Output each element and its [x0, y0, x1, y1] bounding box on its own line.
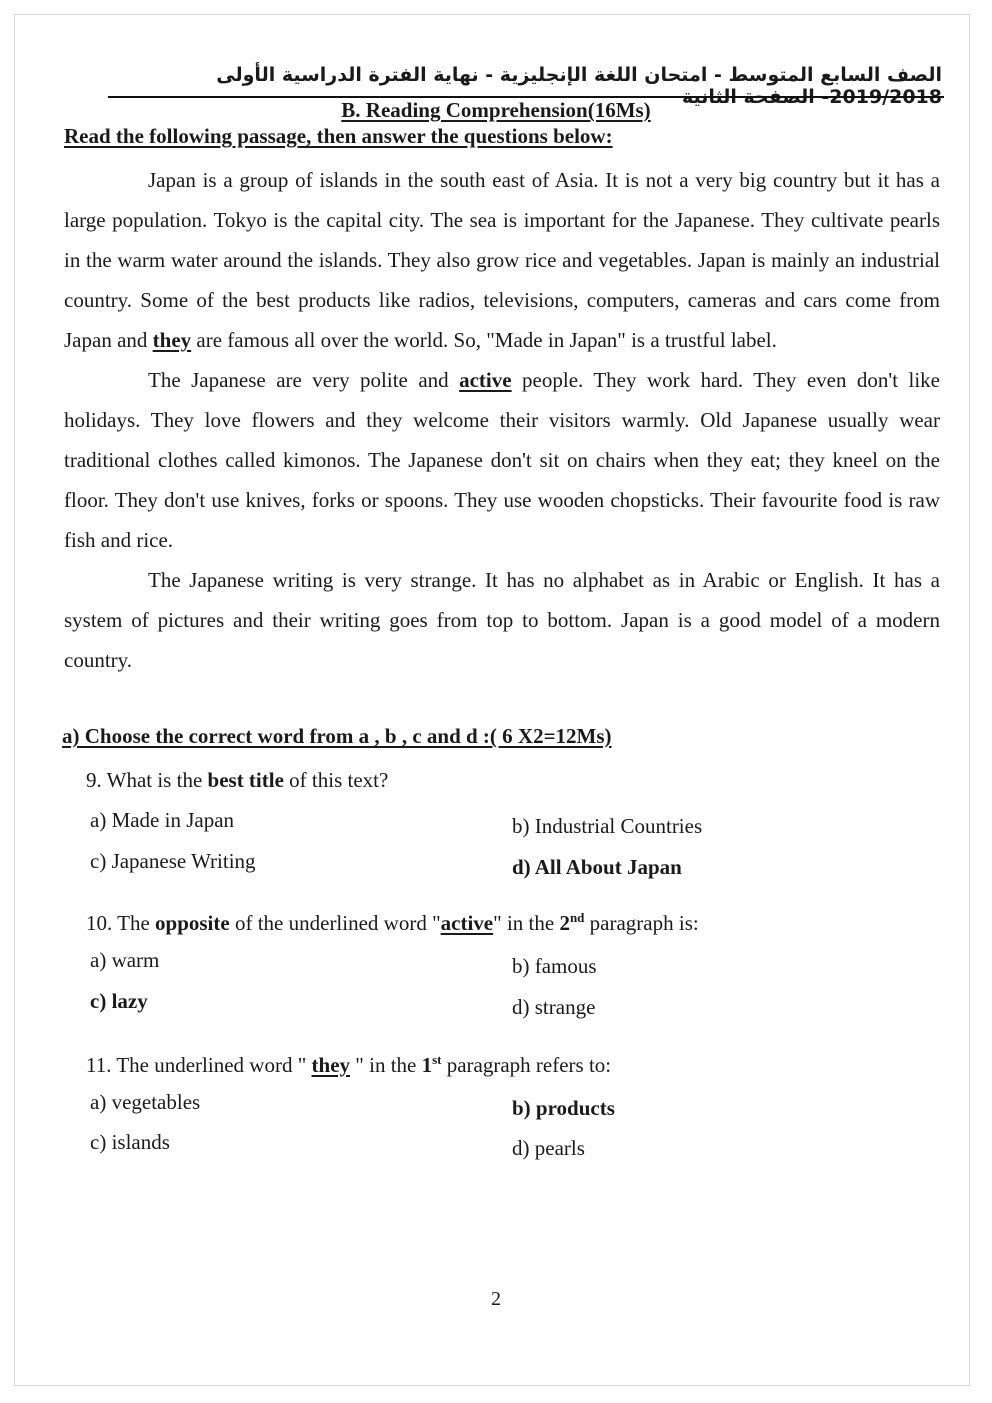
question-9-option-d[interactable]: d) All About Japan [512, 855, 682, 879]
question-11-ordinal: 1 [421, 1053, 433, 1077]
question-10-option-b[interactable]: b) famous [512, 954, 597, 978]
paragraph-1 [64, 160, 940, 360]
question-9-option-c[interactable]: c) Japanese Writing [90, 849, 256, 873]
paragraph-3-text: The Japanese writing is very strange. It has no alphabet as in Arabic or English. It has a system of pictures and their writing goes from top to bottom. Japan is a good model of a modern country. [64, 568, 940, 672]
question-10-ordinal: 2 [559, 911, 570, 935]
passage-instruction: Read the following passage, then answer the questions below: [64, 124, 613, 148]
question-11-option-a[interactable]: a) vegetables [90, 1090, 201, 1114]
paragraph-3 [64, 560, 940, 680]
question-10-option-a[interactable]: a) warm [90, 948, 160, 972]
question-11-mid: " in the [350, 1053, 422, 1077]
question-10-pre: 10. The [86, 911, 156, 935]
question-10-ordinal-suffix: nd [569, 910, 585, 925]
question-11-word: they [311, 1053, 351, 1077]
question-10-word: active [440, 911, 494, 935]
exam-header: الصف السابع المتوسط - امتحان اللغة الإنجليزية - نهاية الفترة الدراسية الأولى 2019/2018- الصفحة الثانية [216, 64, 942, 108]
question-9-bold: best title [207, 768, 284, 792]
underlined-word-active: active [459, 368, 512, 392]
question-10-option-d[interactable]: d) strange [512, 995, 596, 1019]
paragraph-1-text-a: Japan is a group of islands in the south east of Asia. It is not a very big country but it has a large population. Tokyo is the capital city. The sea is important for the Japanese. They cultivate pearls in the warm water around the islands. They also grow rice and vegetables. Japan is mainly an industrial country. Some of the best products like radios, televisions, computers, cameras and cars come from Japan and [64, 168, 940, 352]
question-11-pre: 11. The underlined word " [86, 1053, 312, 1077]
question-10-post: paragraph is: [584, 911, 699, 935]
paragraph-2-text-a: The Japanese are very polite and [148, 368, 460, 392]
part-a-title: a) Choose the correct word from a , b , c and d :( 6 X2=12Ms) [62, 724, 612, 748]
underlined-word-they: they [152, 328, 192, 352]
question-9-option-a[interactable]: a) Made in Japan [90, 808, 235, 832]
question-10 [86, 910, 699, 936]
question-9-post: of this text? [283, 768, 389, 792]
question-11-post: paragraph refers to: [441, 1053, 612, 1077]
section-title [0, 98, 992, 123]
question-11-ordinal-suffix: st [432, 1052, 442, 1067]
paragraph-1-text-b: are famous all over the world. So, "Made in Japan" is a trustful label. [191, 328, 777, 352]
paragraph-2 [64, 360, 940, 560]
question-11 [86, 1052, 611, 1078]
question-9 [86, 768, 388, 793]
question-10-option-c[interactable]: c) lazy [90, 989, 148, 1013]
question-11-option-c[interactable]: c) islands [90, 1130, 170, 1154]
question-10-mid: of the underlined word " [229, 911, 441, 935]
page-number: 2 [491, 1288, 501, 1310]
question-10-mid2: " in the [493, 911, 560, 935]
paragraph-2-text-b: people. They work hard. They even don't like holidays. They love flowers and they welcome their visitors warmly. Old Japanese usually wear traditional clothes called kimonos. The Japanese don't sit on chairs when they eat; they kneel on the floor. They don't use knives, forks or spoons. They use wooden chopsticks. Their favourite food is raw fish and rice. [64, 368, 940, 552]
question-11-option-d[interactable]: d) pearls [512, 1136, 585, 1160]
question-10-bold: opposite [155, 911, 230, 935]
reading-passage [64, 160, 940, 680]
question-9-pre: 9. What is the [86, 768, 208, 792]
section-title-text: B. Reading Comprehension(16Ms) [341, 98, 651, 122]
question-9-option-b[interactable]: b) Industrial Countries [512, 814, 703, 838]
question-11-option-b[interactable]: b) products [512, 1096, 615, 1120]
